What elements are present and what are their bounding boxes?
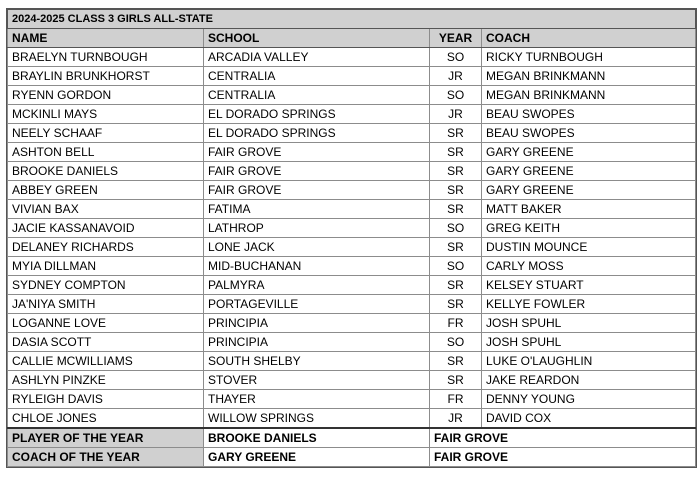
player-name-cell: LOGANNE LOVE	[8, 314, 204, 333]
year-cell: JR	[430, 67, 482, 86]
school-cell: WILLOW SPRINGS	[204, 409, 430, 429]
coach-cell: JAKE REARDON	[482, 371, 696, 390]
coach-cell: KELSEY STUART	[482, 276, 696, 295]
year-cell: JR	[430, 409, 482, 429]
school-cell: EL DORADO SPRINGS	[204, 105, 430, 124]
year-cell: FR	[430, 314, 482, 333]
player-name-cell: MCKINLI MAYS	[8, 105, 204, 124]
school-cell: FAIR GROVE	[204, 143, 430, 162]
all-state-table	[7, 9, 696, 467]
school-cell: PRINCIPIA	[204, 314, 430, 333]
table-row	[8, 295, 696, 314]
coach-cell: DUSTIN MOUNCE	[482, 238, 696, 257]
coach-cell: GARY GREENE	[482, 181, 696, 200]
player-name-cell: VIVIAN BAX	[8, 200, 204, 219]
column-header-year: YEAR	[430, 29, 482, 48]
award-winner: BROOKE DANIELS	[204, 428, 430, 448]
player-name-cell: JA'NIYA SMITH	[8, 295, 204, 314]
table-row	[8, 200, 696, 219]
year-cell: SR	[430, 124, 482, 143]
table-row	[8, 219, 696, 238]
coach-cell: CARLY MOSS	[482, 257, 696, 276]
awards-body	[8, 428, 696, 467]
school-cell: EL DORADO SPRINGS	[204, 124, 430, 143]
table-row	[8, 105, 696, 124]
table-row	[8, 162, 696, 181]
player-name-cell: RYLEIGH DAVIS	[8, 390, 204, 409]
school-cell: FAIR GROVE	[204, 181, 430, 200]
coach-cell: KELLYE FOWLER	[482, 295, 696, 314]
award-label: PLAYER OF THE YEAR	[8, 428, 204, 448]
table-row	[8, 124, 696, 143]
column-header-school: SCHOOL	[204, 29, 430, 48]
school-cell: STOVER	[204, 371, 430, 390]
player-name-cell: RYENN GORDON	[8, 86, 204, 105]
year-cell: SR	[430, 295, 482, 314]
coach-cell: GREG KEITH	[482, 219, 696, 238]
table-row	[8, 276, 696, 295]
school-cell: PRINCIPIA	[204, 333, 430, 352]
table-row	[8, 352, 696, 371]
coach-cell: GARY GREENE	[482, 143, 696, 162]
award-winner: GARY GREENE	[204, 448, 430, 467]
year-cell: SR	[430, 371, 482, 390]
award-row	[8, 428, 696, 448]
player-name-cell: JACIE KASSANAVOID	[8, 219, 204, 238]
year-cell: SO	[430, 219, 482, 238]
player-name-cell: CHLOE JONES	[8, 409, 204, 429]
player-name-cell: BROOKE DANIELS	[8, 162, 204, 181]
coach-cell: MEGAN BRINKMANN	[482, 67, 696, 86]
table-row	[8, 238, 696, 257]
coach-cell: DAVID COX	[482, 409, 696, 429]
year-cell: SR	[430, 352, 482, 371]
table-row	[8, 257, 696, 276]
player-name-cell: MYIA DILLMAN	[8, 257, 204, 276]
coach-cell: BEAU SWOPES	[482, 124, 696, 143]
table-row	[8, 371, 696, 390]
school-cell: PORTAGEVILLE	[204, 295, 430, 314]
table-title: 2024-2025 CLASS 3 GIRLS ALL-STATE	[8, 10, 696, 29]
year-cell: SR	[430, 276, 482, 295]
table-row	[8, 86, 696, 105]
school-cell: CENTRALIA	[204, 86, 430, 105]
player-name-cell: SYDNEY COMPTON	[8, 276, 204, 295]
coach-cell: RICKY TURNBOUGH	[482, 48, 696, 67]
table-row	[8, 390, 696, 409]
player-name-cell: DELANEY RICHARDS	[8, 238, 204, 257]
school-cell: FATIMA	[204, 200, 430, 219]
player-name-cell: CALLIE MCWILLIAMS	[8, 352, 204, 371]
player-name-cell: DASIA SCOTT	[8, 333, 204, 352]
year-cell: SR	[430, 238, 482, 257]
year-cell: SO	[430, 257, 482, 276]
award-row	[8, 448, 696, 467]
year-cell: SO	[430, 86, 482, 105]
column-header-coach: COACH	[482, 29, 696, 48]
year-cell: SO	[430, 333, 482, 352]
school-cell: PALMYRA	[204, 276, 430, 295]
school-cell: THAYER	[204, 390, 430, 409]
school-cell: FAIR GROVE	[204, 162, 430, 181]
coach-cell: JOSH SPUHL	[482, 314, 696, 333]
school-cell: SOUTH SHELBY	[204, 352, 430, 371]
player-name-cell: ASHLYN PINZKE	[8, 371, 204, 390]
table-row	[8, 409, 696, 429]
player-name-cell: BRAYLIN BRUNKHORST	[8, 67, 204, 86]
title-row	[8, 10, 696, 29]
school-cell: MID-BUCHANAN	[204, 257, 430, 276]
year-cell: SR	[430, 162, 482, 181]
player-name-cell: ABBEY GREEN	[8, 181, 204, 200]
table-row	[8, 143, 696, 162]
table-row	[8, 181, 696, 200]
table-row	[8, 314, 696, 333]
school-cell: ARCADIA VALLEY	[204, 48, 430, 67]
column-header-name: NAME	[8, 29, 204, 48]
coach-cell: JOSH SPUHL	[482, 333, 696, 352]
year-cell: SR	[430, 143, 482, 162]
year-cell: SR	[430, 200, 482, 219]
coach-cell: LUKE O'LAUGHLIN	[482, 352, 696, 371]
header-row	[8, 29, 696, 48]
coach-cell: BEAU SWOPES	[482, 105, 696, 124]
coach-cell: DENNY YOUNG	[482, 390, 696, 409]
player-name-cell: ASHTON BELL	[8, 143, 204, 162]
player-name-cell: NEELY SCHAAF	[8, 124, 204, 143]
coach-cell: MEGAN BRINKMANN	[482, 86, 696, 105]
table-row	[8, 67, 696, 86]
award-school: FAIR GROVE	[430, 428, 696, 448]
award-label: COACH OF THE YEAR	[8, 448, 204, 467]
school-cell: CENTRALIA	[204, 67, 430, 86]
table-row	[8, 48, 696, 67]
table-row	[8, 333, 696, 352]
award-school: FAIR GROVE	[430, 448, 696, 467]
school-cell: LONE JACK	[204, 238, 430, 257]
year-cell: SR	[430, 181, 482, 200]
coach-cell: MATT BAKER	[482, 200, 696, 219]
player-name-cell: BRAELYN TURNBOUGH	[8, 48, 204, 67]
year-cell: JR	[430, 105, 482, 124]
school-cell: LATHROP	[204, 219, 430, 238]
year-cell: FR	[430, 390, 482, 409]
year-cell: SO	[430, 48, 482, 67]
coach-cell: GARY GREENE	[482, 162, 696, 181]
roster-body	[8, 48, 696, 429]
